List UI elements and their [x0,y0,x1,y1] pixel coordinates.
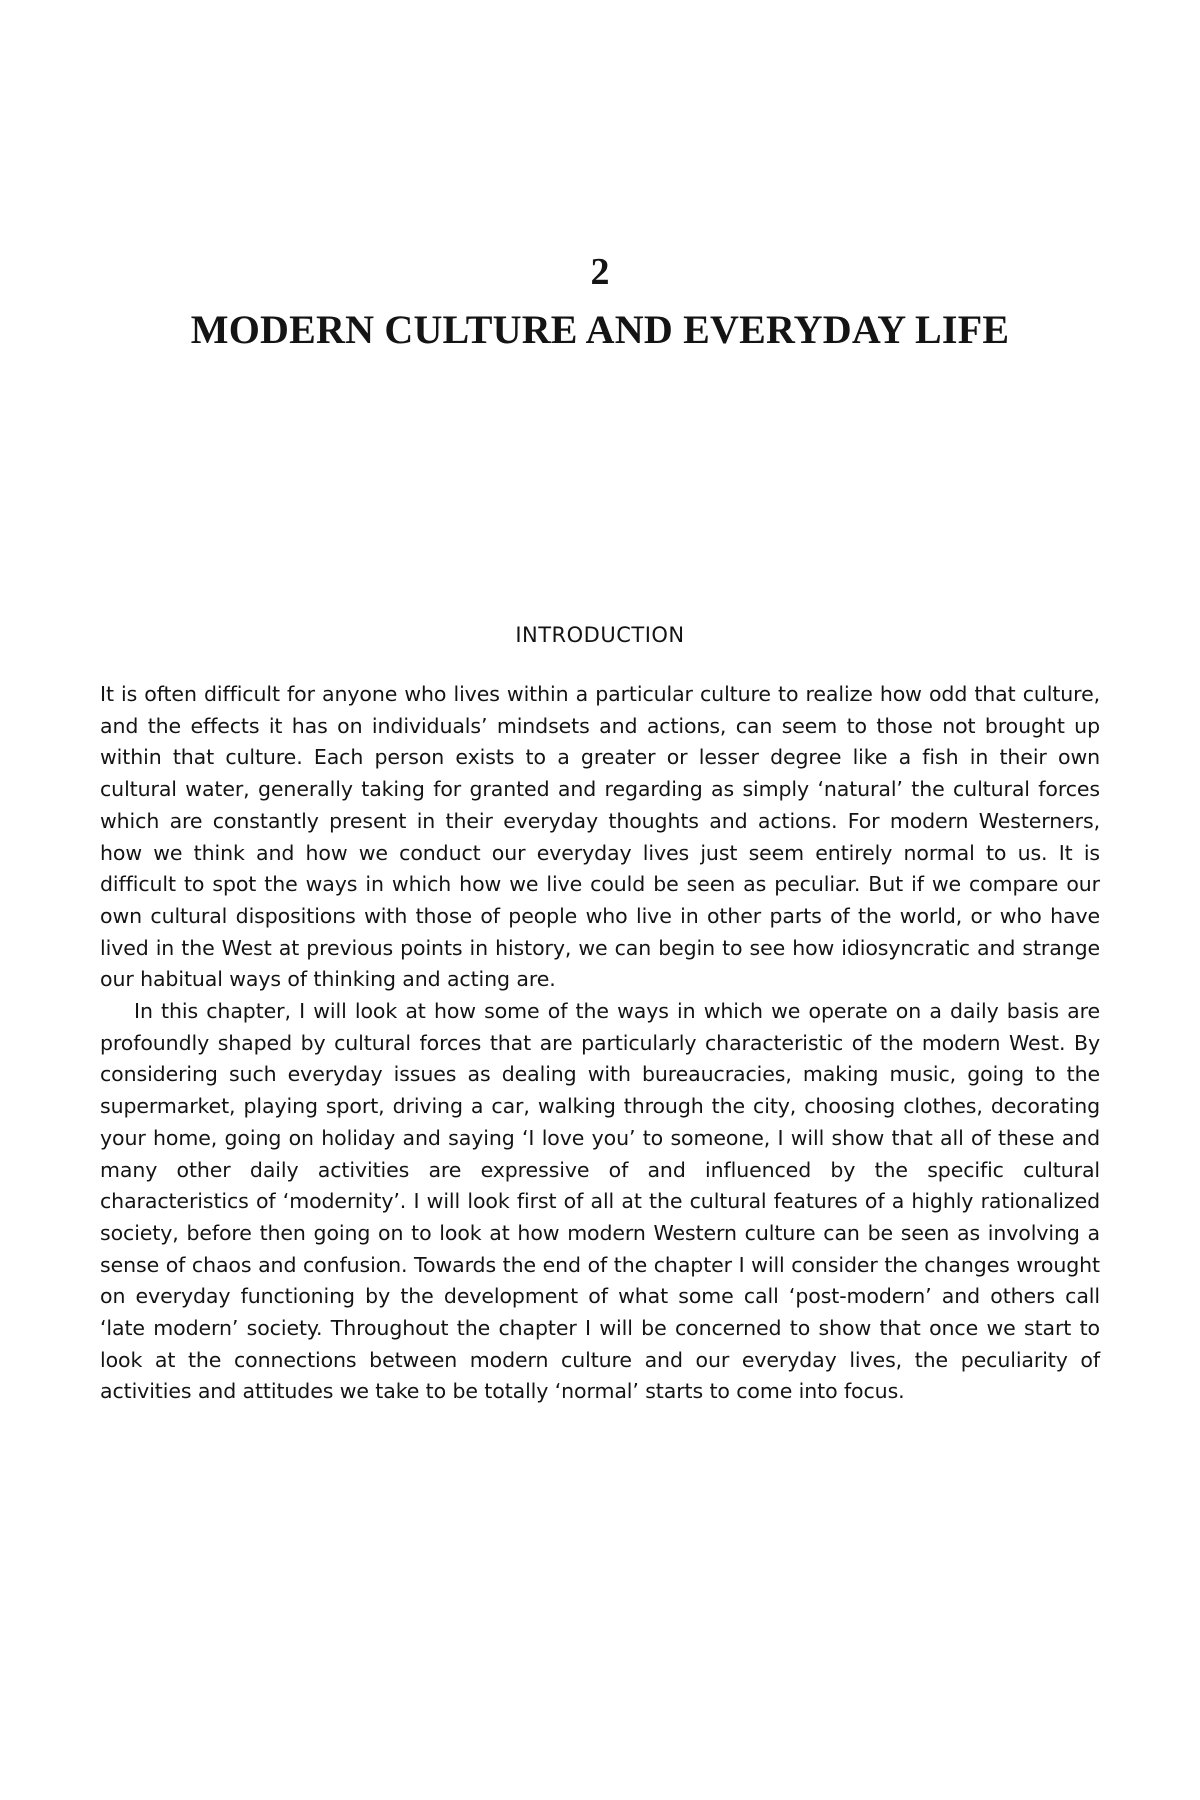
paragraph-1: It is often difficult for anyone who lives within a particular culture to realize how odd that culture, and the effects it has on individuals’ mindsets and actions, can seem to those not brought up within that culture. Each person exists to a greater or lesser degree like a fish in their own cultural water, generally taking for granted and regarding as simply ‘natural’ the cultural forces which are constantly present in their everyday thoughts and actions. For modern Westerners, how we think and how we conduct our everyday lives just seem entirely normal to us. It is difficult to spot the ways in which how we live could be seen as peculiar. But if we compare our own cultural dispositions with those of people who live in other parts of the world, or who have lived in the West at previous points in history, we can begin to see how idiosyncratic and strange our habitual ways of thinking and acting are. [100,682,1100,992]
body-text [100,679,1100,1408]
chapter-number: 2 [590,251,610,293]
section-heading: INTRODUCTION [515,623,685,647]
chapter-title: MODERN CULTURE AND EVERYDAY LIFE [190,307,1010,352]
paragraph-2: In this chapter, I will look at how some of the ways in which we operate on a daily basis are profoundly shaped by cultural forces that are particularly characteristic of the modern West. By considering such everyday issues as dealing with bureaucracies, making music, going to the supermarket, playing sport, driving a car, walking through the city, choosing clothes, decorating your home, going on holiday and saying ‘I love you’ to someone, I will show that all of these and many other daily activities are expressive of and influenced by the specific cultural characteristics of ‘modernity’. I will look first of all at the cultural features of a highly rationalized society, before then going on to look at how modern Western culture can be seen as involving a sense of chaos and confusion. Towards the end of the chapter I will consider the changes wrought on everyday functioning by the development of what some call ‘post-modern’ and others call ‘late modern’ society. Throughout the chapter I will be concerned to show that once we start to look at the connections between modern culture and our everyday lives, the peculiarity of activities and attitudes we take to be totally ‘normal’ starts to come into focus. [100,999,1100,1404]
